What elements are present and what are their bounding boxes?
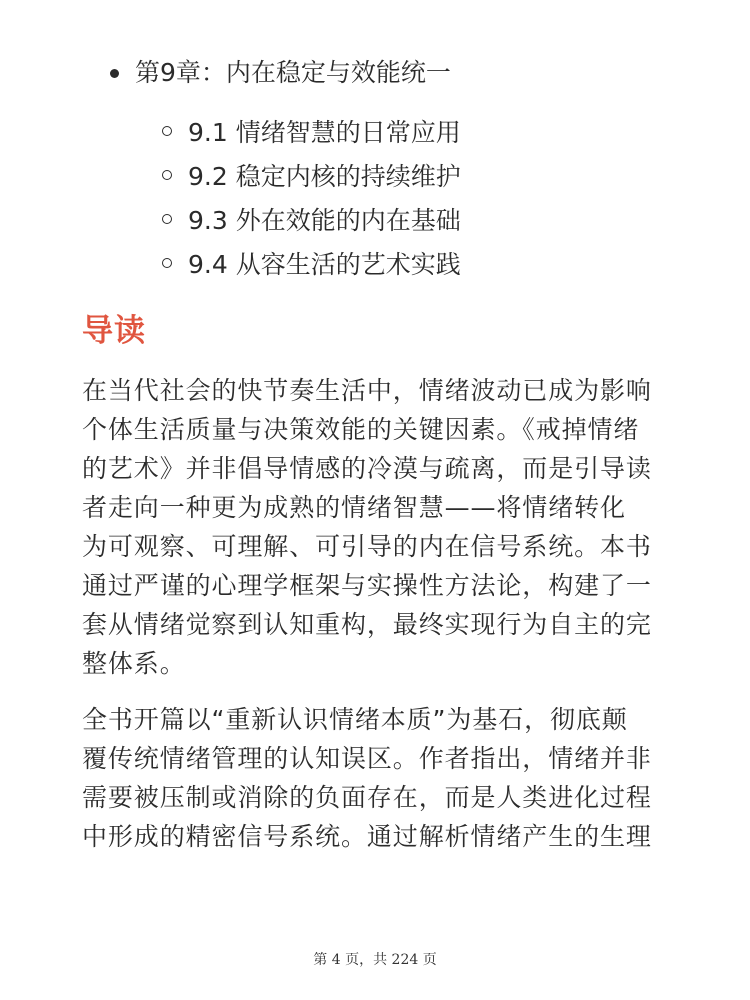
intro-heading: 导读 xyxy=(82,313,146,349)
toc-section-list xyxy=(162,109,461,285)
intro-paragraph-1 xyxy=(82,371,672,683)
bullet-circle-icon xyxy=(162,214,172,224)
paragraph-line: 的艺术》并非倡导情感的冷漠与疏离，而是引导读 xyxy=(82,454,652,483)
toc-section-label: 9.1 情绪智慧的日常应用 xyxy=(188,118,461,147)
toc-section-item xyxy=(162,109,461,153)
paragraph-line: 整体系。 xyxy=(82,649,186,678)
paragraph-line: 为可观察、可理解、可引导的内在信号系统。本书 xyxy=(82,532,652,561)
paragraph-line: 在当代社会的快节奏生活中，情绪波动已成为影响 xyxy=(82,376,652,405)
toc-section-item xyxy=(162,241,461,285)
bullet-disc-icon xyxy=(110,69,119,78)
paragraph-line: 全书开篇以“重新认识情绪本质”为基石，彻底颠 xyxy=(82,705,628,734)
toc-chapter-item xyxy=(110,54,451,92)
paragraph-line: 个体生活质量与决策效能的关键因素。《戒掉情绪 xyxy=(82,415,640,444)
toc-section-item xyxy=(162,197,461,241)
paragraph-line: 通过严谨的心理学框架与实操性方法论，构建了一 xyxy=(82,571,652,600)
bullet-circle-icon xyxy=(162,170,172,180)
paragraph-line: 中形成的精密信号系统。通过解析情绪产生的生理 xyxy=(82,822,652,851)
toc-section-label: 9.3 外在效能的内在基础 xyxy=(188,206,461,235)
paragraph-line: 者走向一种更为成熟的情绪智慧——将情绪转化 xyxy=(82,493,626,522)
bullet-circle-icon xyxy=(162,258,172,268)
toc-chapter-label: 第9章：内在稳定与效能统一 xyxy=(135,58,451,87)
bullet-circle-icon xyxy=(162,126,172,136)
paragraph-line: 覆传统情绪管理的认知误区。作者指出，情绪并非 xyxy=(82,744,652,773)
toc-section-label: 9.4 从容生活的艺术实践 xyxy=(188,250,461,279)
paragraph-line: 需要被压制或消除的负面存在，而是人类进化过程 xyxy=(82,783,652,812)
page-number-footer: 第 4 页，共 224 页 xyxy=(313,952,437,968)
toc-section-label: 9.2 稳定内核的持续维护 xyxy=(188,162,461,191)
toc-section-item xyxy=(162,153,461,197)
paragraph-line: 套从情绪觉察到认知重构，最终实现行为自主的完 xyxy=(82,610,652,639)
intro-paragraph-2 xyxy=(82,700,672,856)
